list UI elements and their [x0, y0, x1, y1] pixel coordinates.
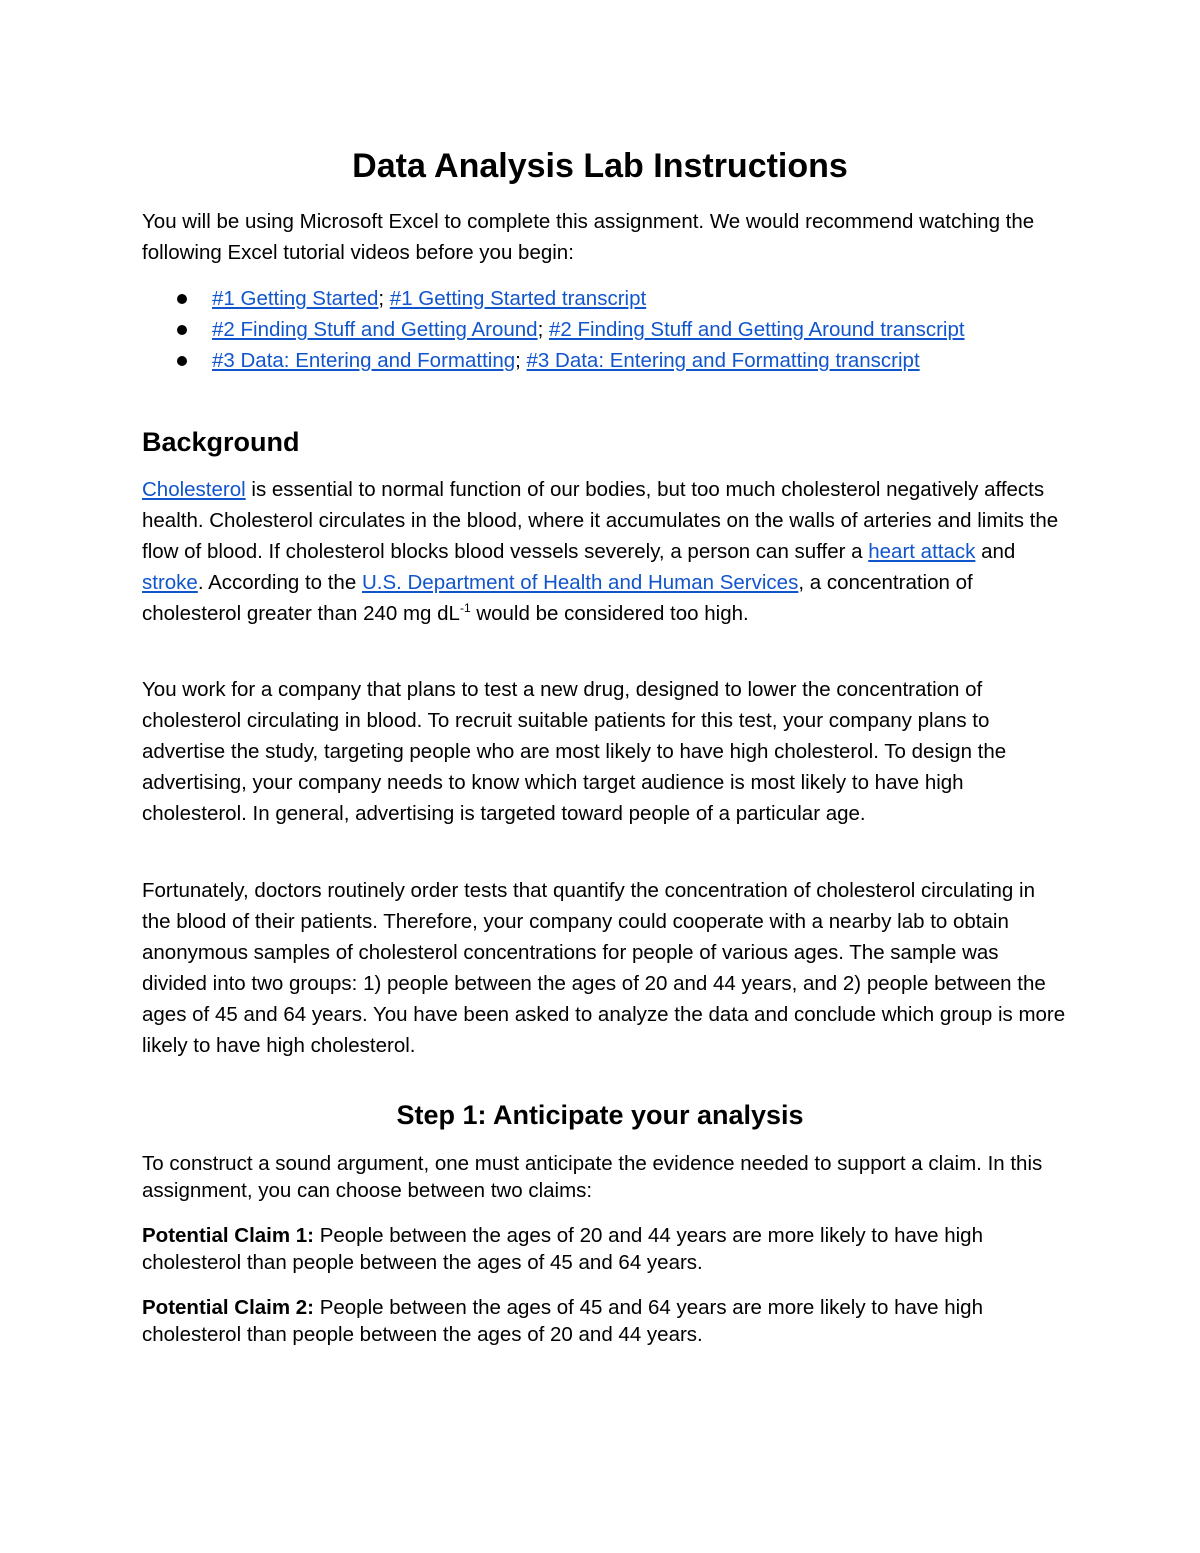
- tutorial-1-transcript-link[interactable]: #1 Getting Started transcript: [389, 287, 647, 310]
- tutorial-list: [142, 283, 1067, 376]
- separator: ;: [537, 318, 549, 341]
- background-heading: Background: [142, 427, 300, 457]
- paragraph-text: , a concentration of cholesterol greater than 240 mg dL: [142, 571, 973, 625]
- list-item: [142, 283, 982, 314]
- claim-1-text: People between the ages of 20 and 44 years are more likely to have high cholesterol than people between the ages of 45 and 64 years.: [142, 1224, 983, 1274]
- paragraph-text: would be considered too high.: [470, 602, 749, 625]
- claim-1-label: Potential Claim 1:: [142, 1224, 315, 1247]
- tutorial-3-video-link[interactable]: #3 Data: Entering and Formatting: [212, 349, 516, 372]
- stroke-link[interactable]: stroke: [142, 571, 198, 594]
- list-item: [142, 345, 982, 376]
- claim-2-paragraph: [142, 1294, 1067, 1348]
- step-1-heading: Step 1: Anticipate your analysis: [396, 1100, 804, 1130]
- paragraph-text: and: [975, 540, 1016, 563]
- heart-attack-link[interactable]: heart attack: [868, 540, 976, 563]
- bullet-icon: [177, 325, 187, 335]
- tutorial-2-video-link[interactable]: #2 Finding Stuff and Getting Around: [212, 318, 538, 341]
- background-paragraph-1: [142, 474, 1067, 629]
- list-item: [142, 314, 982, 345]
- tutorial-2-transcript-link[interactable]: #2 Finding Stuff and Getting Around transcript: [548, 318, 965, 341]
- step-1-paragraph: To construct a sound argument, one must anticipate the evidence needed to support a claim. In this assignment, you can choose between two claims:: [142, 1152, 1043, 1202]
- page-title: Data Analysis Lab Instructions: [352, 147, 848, 185]
- bullet-icon: [177, 294, 187, 304]
- claim-1-paragraph: [142, 1222, 1067, 1276]
- bullet-icon: [177, 356, 187, 366]
- cholesterol-link[interactable]: Cholesterol: [142, 478, 246, 501]
- claim-2-label: Potential Claim 2:: [142, 1296, 315, 1319]
- separator: ;: [515, 349, 527, 372]
- hhs-link[interactable]: U.S. Department of Health and Human Services: [361, 571, 799, 594]
- tutorial-3-transcript-link[interactable]: #3 Data: Entering and Formatting transcript: [526, 349, 920, 372]
- tutorial-1-video-link[interactable]: #1 Getting Started: [212, 287, 379, 310]
- paragraph-text: is essential to normal function of our bodies, but too much cholesterol negatively affects health. Cholesterol circulates in the blood, where it accumulates on the walls of arteries and limits the flow of blood. If cholesterol blocks blood vessels severely, a person can suffer a: [142, 478, 1059, 563]
- superscript: -1: [459, 601, 471, 616]
- background-paragraph-3: Fortunately, doctors routinely order tests that quantify the concentration of cholesterol circulating in the blood of their patients. Therefore, your company could cooperate with a nearby lab to obtain anonymous samples of cholesterol concentrations for people of various ages. The sample was divided into two groups: 1) people between the ages of 20 and 44 years, and 2) people between the ages of 45 and 64 years. You have been asked to analyze the data and conclude which group is more likely to have high cholesterol.: [142, 879, 1066, 1057]
- background-paragraph-2: You work for a company that plans to test a new drug, designed to lower the concentration of cholesterol circulating in blood. To recruit suitable patients for this test, your company plans to advertise the study, targeting people who are most likely to have high cholesterol. To design the advertising, your company needs to know which target audience is most likely to have high cholesterol. In general, advertising is targeted toward people of a particular age.: [142, 678, 1007, 825]
- separator: ;: [378, 287, 390, 310]
- paragraph-text: . According to the: [197, 571, 362, 594]
- claim-2-text: People between the ages of 45 and 64 years are more likely to have high cholesterol than people between the ages of 20 and 44 years.: [142, 1296, 983, 1346]
- intro-paragraph: You will be using Microsoft Excel to complete this assignment. We would recommend watching the following Excel tutorial videos before you begin:: [142, 210, 1035, 264]
